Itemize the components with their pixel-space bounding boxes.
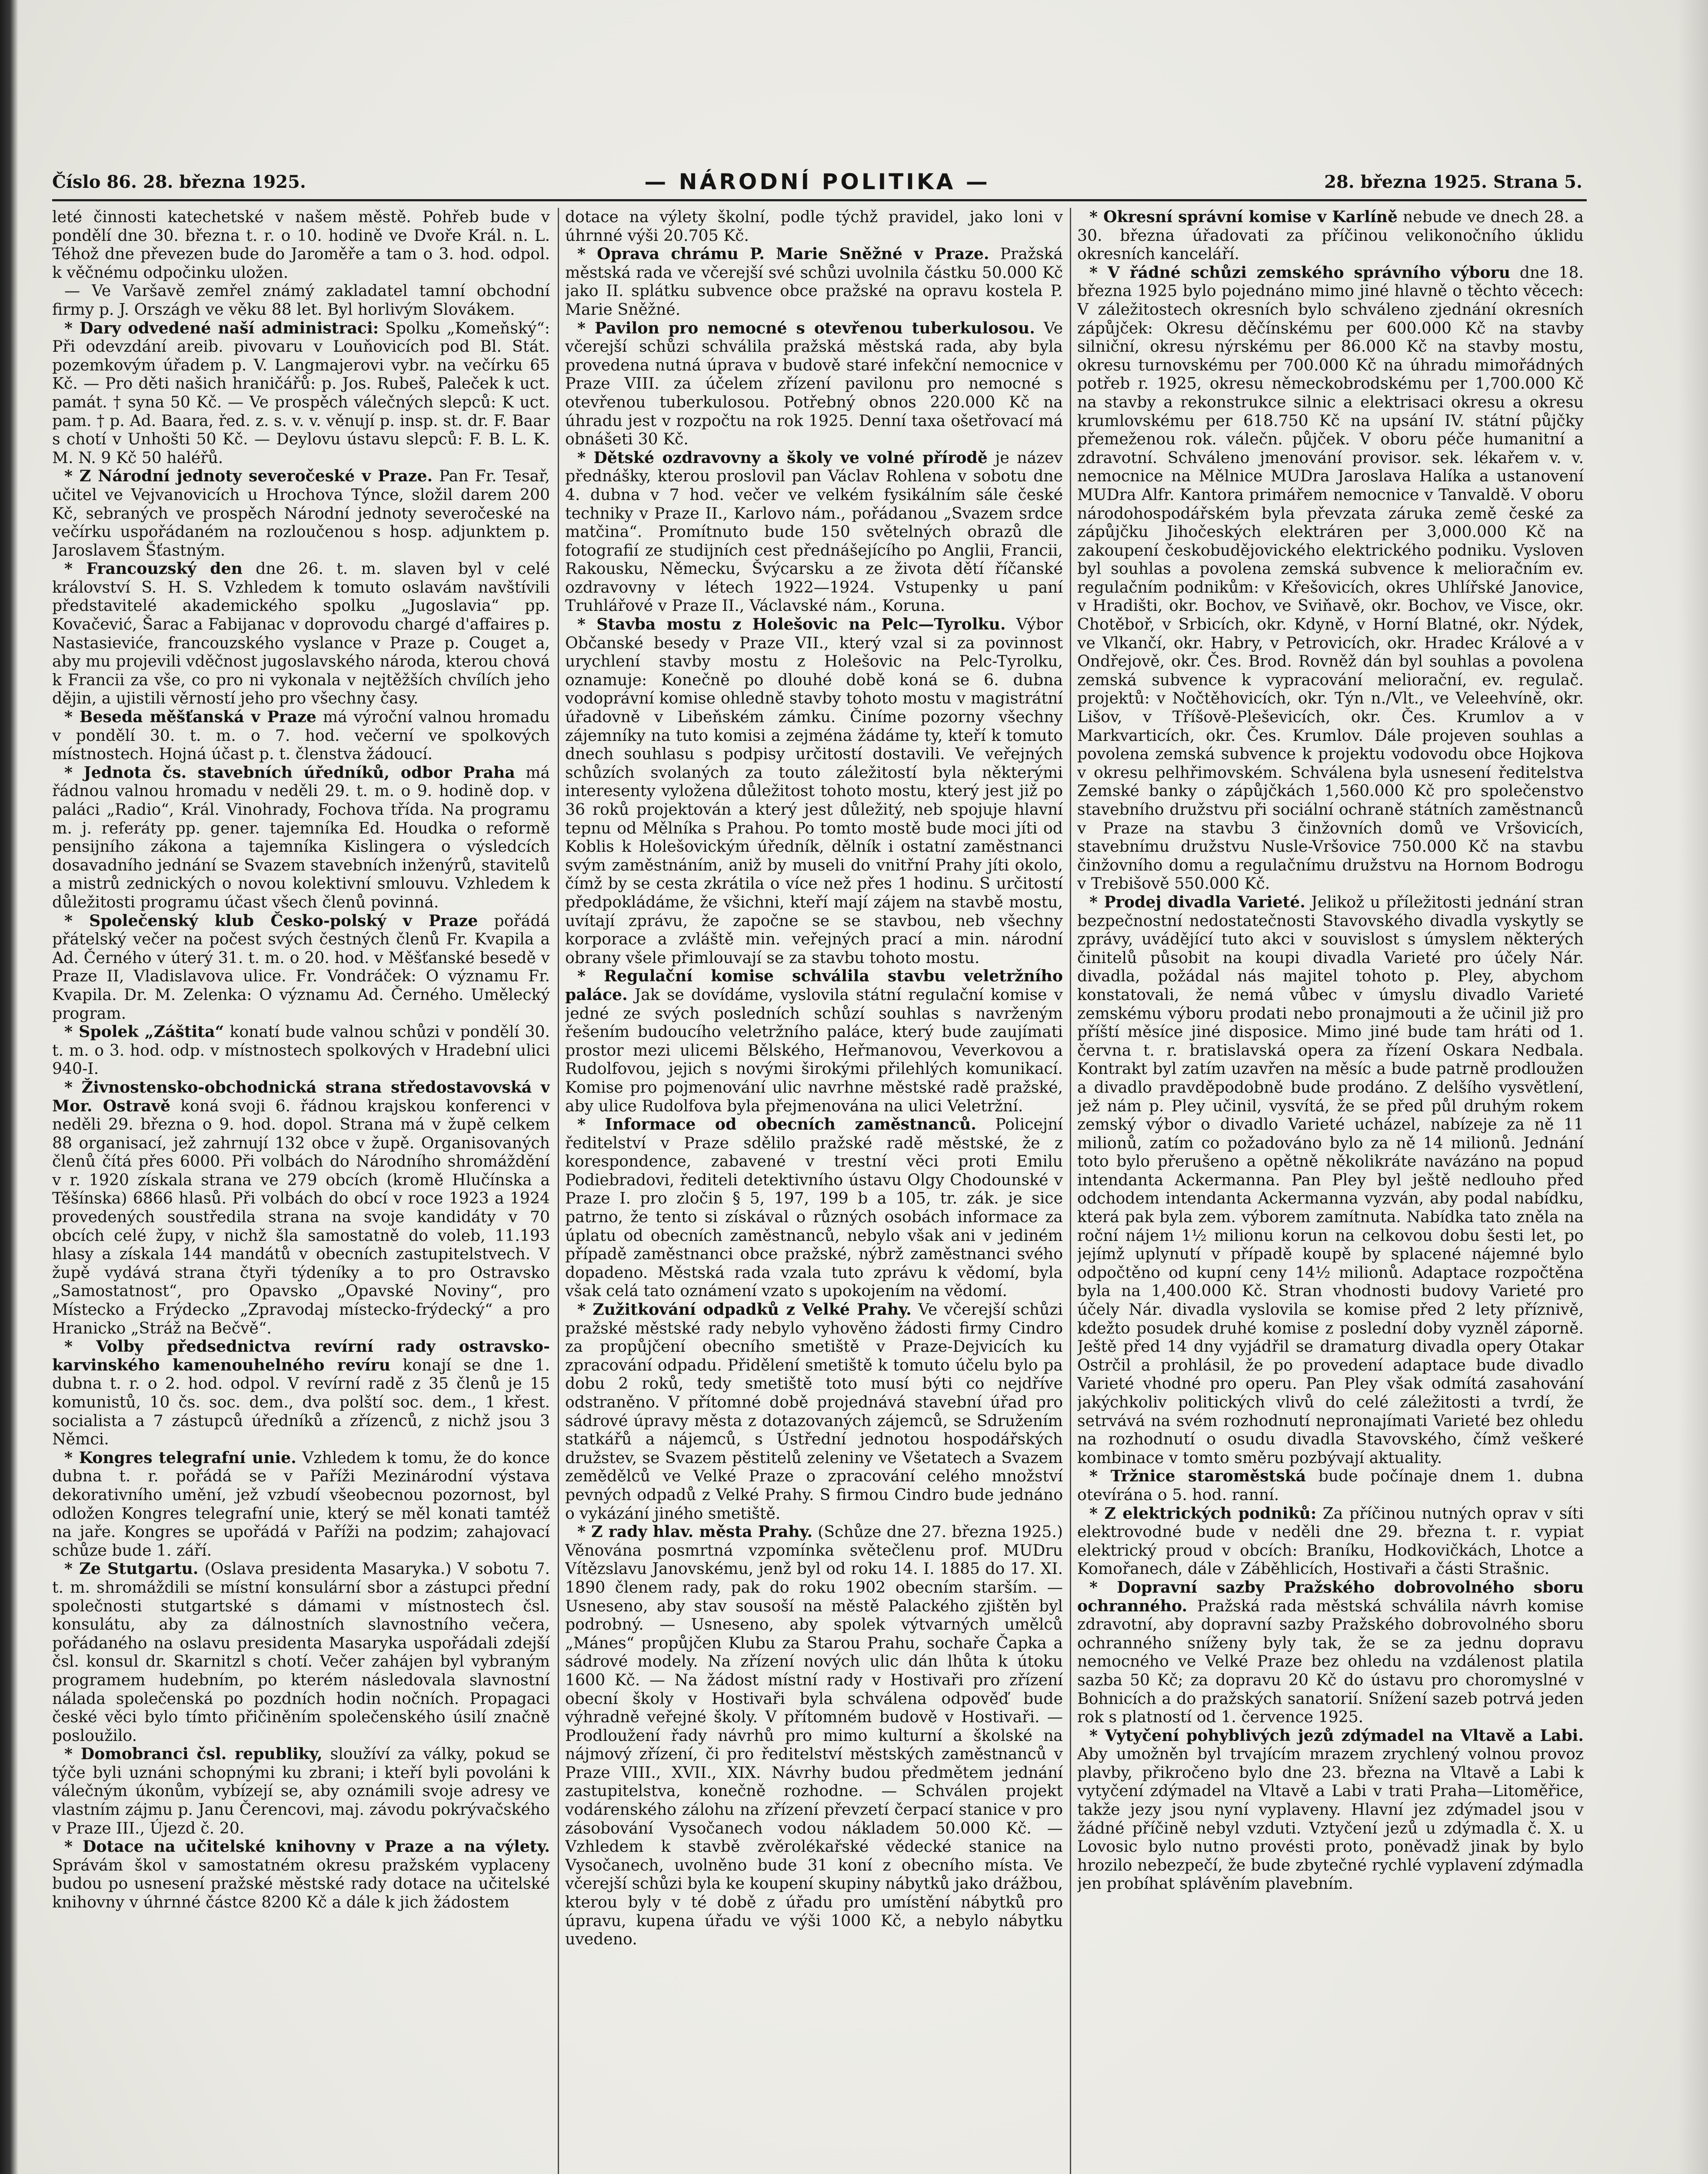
column-2 xyxy=(565,208,1063,2174)
article-text: koná svoji 6. řádnou krajskou konferenci v neděli 29. března o 9. hod. dopol. Strana má v župě celkem 88 organisací, jež zahrnují 132 obce v župě. Organisovaných členů čítá přes 6000. Při volbách do Národního shromáždění v r. 1920 získala strana ve 279 obcích (kromě Hlučínska a Těšínska) 6866 hlasů. Při volbách do obcí v roce 1923 a 1924 provedených soustředila strana na svoje kandidáty v 70 obcích celé župy, v nichž šla samostatně do voleb, 11.193 hlasy a získala 144 mandátů v obecních zastupitelstvech. V župě vydává strana čtyři týdeníky a to pro Ostravsko „Samostatnost“, pro Opavsko „Opavské Noviny“, pro Místecko a Frýdecko „Zpravodaj místecko-frýdecký“ a pro Hranicko „Stráž na Bečvě“. xyxy=(52,1096,550,1337)
article-text: Spolku „Komeňský“: Při odevzdání areib. pivovaru v Louňovicích pod Bl. Stát. pozemkovým úřadem p. V. Langmajerovi vybr. na večírku 65 Kč. — Pro děti našich hraničářů: p. Jos. Rubeš, Paleček k uct. památ. † syna 50 Kč. — Ve prospěch válečných slepců: K uct. pam. † p. Ad. Baara, řed. z. s. v. v. věnují p. insp. st. dr. F. Baar s chotí v Unhošti 50 Kč. — Deylovu ústavu slepců: F. B. L. K. M. N. 9 Kč 50 haléřů. xyxy=(52,318,550,467)
article-heading: * Francouzský den xyxy=(64,559,243,578)
article-text: dne 26. t. m. slaven byl v celé království S. H. S. Vzhledem k tomuto oslavám navštívili představitelé akademického spolku „Jugoslavia“ pp. Kovačević, Šarac a Fabijanac v doprovodu chargé d'affaires p. Nastasieviće, francouzského vyslance v Praze p. Couget a, aby mu projevili vděčnost jugoslavského národa, kterou chová k Francii za vše, co pro ni vykonala v nejtěžších chvílích jeho dějin, a ujistili věrností jeho pro všechny časy. xyxy=(52,559,550,708)
article-paragraph xyxy=(1077,1504,1584,1578)
article-paragraph xyxy=(52,1023,550,1078)
article-text: — Ve Varšavě zemřel známý zakladatel tamní obchodní firmy p. J. Országh ve věku 88 let. Byl horlivým Slovákem. xyxy=(52,281,550,319)
article-text: Aby umožněn byl trvajícím mrazem zrychlený volnou provoz plavby, přikročeno bylo dne 23. března na Vltavě a Labi k vytyčení zdýmadel na Vltavě a Labi v trati Praha—Litoměřice, takže jezy jsou nyní vyplaveny. Hlavní jez zdýmadel jsou v žádné příčině nebyl vzduti. Vztyčení jezů u zdýmadla č. X. u Lovosic bylo nutno provésti proto, poněvadž jinak by bylo hrozilo nebezpečí, že bude zbytečné rychlé vyplavení zdýmadla jen probíhat splávěním plavebním. xyxy=(1077,1744,1584,1893)
article-heading: * Dary odvedené naší administraci: xyxy=(64,318,379,337)
article-text: dotace na výlety školní, podle týchž pravidel, jako loni v úhrnné výši 20.705 Kč. xyxy=(565,208,1063,245)
article-paragraph xyxy=(52,1745,550,1837)
article-heading: * Spolek „Záštita“ xyxy=(64,1022,224,1041)
article-heading: * Dotace na učitelské knihovny v Praze a na výlety. xyxy=(64,1837,550,1856)
article-heading: * Prodej divadla Varieté. xyxy=(1089,892,1305,911)
article-text: Za příčinou nutných oprav v síti elektrovodné bude v neděli dne 29. března t. r. vypiat elektrický proud v obcích: Braníku, Hodkovičkách, Lhotce a Komořanech, dále v Záběhlicích, Hostivaři a části Strašnic. xyxy=(1077,1504,1584,1578)
article-text: má výroční valnou hromadu v pondělí 30. t. m. o 7. hod. večerní ve spolkových místnostech. Hojná účast p. t. členstva žádoucí. xyxy=(52,707,550,764)
issue-number-date: Číslo 86. 28. března 1925. xyxy=(52,172,306,192)
article-paragraph xyxy=(52,1560,550,1745)
article-paragraph xyxy=(52,764,550,912)
article-paragraph xyxy=(565,967,1063,1115)
scan-edge-shadow xyxy=(0,0,18,2174)
article-paragraph xyxy=(52,708,550,764)
article-paragraph xyxy=(52,208,550,282)
article-heading: * Regulační komise schválila stavbu veletržního paláce. xyxy=(565,967,1063,1004)
article-heading: * Jednota čs. stavebních úředníků, odbor Praha xyxy=(64,763,515,782)
article-text: Výbor Občanské besedy v Praze VII., který vzal si za povinnost urychlení stavby mostu z Holešovic na Pelc-Tyrolku, oznamuje: Konečně po dlouhé době koná se 6. dubna vodoprávní komise ohledně stavby tohoto mostu v magistrátní úřadovně v Libeňském zámku. Činíme pozorny všechny zájemníky na tuto komisi a zejména žádáme ty, kteří k tomuto dnech souhlasu s podpisy určitostí dostavili. Ve veřejných schůzích svolaných za touto záležitostí byla některými interesenty vyložena důležitost tohoto mostu, který jest již po 36 roků projektován a který jest důležitý, neb spojuje hlavní tepnu od Mělníka s Prahou. Po tomto mostě bude moci jíti od Koblis k Holešovickým úředník, dělník i ostatní zaměstnanci svým zaměstnáním, aniž by museli do vnitřní Prahy jíti okolo, čímž by se cesta zkrátila o více než přes 1 hodinu. S určitostí předpokládáme, že všichni, kteří mají zájem na stavbě mostu, uvítají zprávu, že započne se se stavbou, neb všechny korporace a zvláště min. veřejných prací a min. národní obrany všele přimlouvají se za stavbu tohoto mostu. xyxy=(565,615,1063,967)
article-heading: * Tržnice staroměstská xyxy=(1089,1467,1306,1486)
article-paragraph xyxy=(52,1078,550,1337)
article-text: nebude ve dnech 28. a 30. března úřadovati za příčinou velikonočního úklidu okresních kanceláří. xyxy=(1077,208,1584,263)
article-heading: * Oprava chrámu P. Marie Sněžné v Praze. xyxy=(577,244,989,263)
article-text: sloužíví za války, pokud se týče byli uznáni schopnými ku zbrani; i kteří byli povoláni k válečným úkonům, vybízejí se, aby oznámili svoje adresy ve vlastním zájmu p. Janu Čerencovi, maj. závodu pokrývačského v Praze III., Újezd č. 20. xyxy=(52,1744,550,1837)
article-text: dne 18. března 1925 bylo pojednáno mimo jiné hlavně o těchto věcech: V záležitostech okresních bylo schváleno zjednání okresních zápůjček: Okresu děčínskému per 600.000 Kč na stavby silniční, okresu nýrskému per 86.000 Kč na stavby mostu, okresu turnovskému per 700.000 Kč na úhradu mimořádných potřeb r. 1925, okresu německobrodskému per 1,700.000 Kč na stavby a rekonstrukce silnic a elektrisaci okresu a okresu krumlovskému per 618.750 Kč na upsání IV. státní půjčky přemeženou rok. válečn. půjček. V oboru péče humanitní a zdravotní. Schváleno jmenování provisor. sek. lékařem v. v. nemocnice na Mělnice MUDra Jaroslava Halíka a ustanovení MUDra Alfr. Kantora primářem nemocnice v Tanvaldě. V oboru národohospodářském byla převzata záruka země české za zápůjčku Jihočeských elektráren per 3,000.000 Kč na zakoupení českobudějovického elektrického podniku. Vysloven byl souhlas a povolena zemská subvence k melioračním ev. regulačním podnikům: v Křešovicích, okres Uhlířské Janovice, v Hradišti, okr. Bochov, ve Sviňavě, okr. Bochov, ve Visce, okr. Chotěboř, v Srbicích, okr. Kdyně, v Horní Blatné, okr. Nýdek, ve Vlkančí, okr. Habry, v Petrovicích, okr. Hradec Králové a v Ondřejově, okr. Čes. Brod. Rovněž dán byl souhlas a povolena zemská subvence k vypracování meliorační, ev. regulač. projektů: v Nočtěhovicích, okr. Týn n./Vlt., ve Veleehvíně, okr. Lišov, v Tříšově-Pleševicích, okr. Čes. Krumlov a v Markvarticích, okr. Čes. Krumlov. Dále projeven souhlas a povolena zemská subvence k projektu vodovodu obce Hojkova v okresu pelhřimovském. Schválena byla usnesení ředitelstva Zemské banky o zápůjčkách 1,560.000 Kč pro společenstvo stavebního družstvu při sociální ochraně státních zaměstnanců v Praze na stavbu 3 činžovních domů ve Vršovicích, stavebnímu družstvu Nusle-Vršovice 750.000 Kč na stavbu činžovního domu a regulačnímu družstvu na Hornom Bodrogu v Trebišově 550.000 Kč. xyxy=(1077,263,1584,893)
article-heading: * Kongres telegrafní unie. xyxy=(64,1448,296,1467)
article-heading: * Dětské ozdravovny a školy ve volné přírodě xyxy=(577,448,988,467)
article-text: Pražská městská rada ve včerejší své schůzi uvolnila částku 50.000 Kč jako II. splátku subvence obce pražské na opravu kostela P. Marie Sněžné. xyxy=(565,244,1063,319)
article-text: Pražská rada městská schválila návrh komise zdravotní, aby dopravní sazby Pražského dobrovolného sboru ochranného sníženy byly tak, že se za jednu dopravu nemocného ve Velké Praze bez ohledu na vzdálenost platila sazba 50 Kč; za dopravu 20 Kč do ústavu pro choromyslné v Bohnicích a do pražských sanatorií. Snížení sazeb potrvá jeden rok s platností od 1. července 1925. xyxy=(1077,1596,1584,1727)
article-text: Policejní ředitelství v Praze sdělilo pražské radě městské, že z korespondence, zabavené v trestní věci proti Emilu Podiebradovi, řediteli detektivního ústavu Olgy Chodounské v Praze I. pro zločin § 5, 197, 199 b a 105, tr. zák. je sice patrno, že tento si získával o různých osobách informace za úplatu od obecních zaměstnanců, nebylo však ani v jediném případě zaměstnanci obce pražské, nýbrž zaměstnanci svého dopadeno. Městská rada vzala tuto zprávu k vědomí, byla však celá tato oznámení vzato s upokojením na vědomí. xyxy=(565,1115,1063,1300)
article-text: bude počínaje dnem 1. dubna otevírána o 5. hod. ranní. xyxy=(1077,1467,1584,1504)
article-paragraph xyxy=(52,1837,550,1911)
article-text: Pan Fr. Tesař, učitel ve Vejvanovicích u Hrochova Týnce, složil darem 200 Kč, sebraných ve prospěch Národní jednoty severočeské na večírku uspořádaném na rozloučenou s hosp. adjunktem p. Jaroslavem Šťastným. xyxy=(52,467,550,560)
article-paragraph xyxy=(52,1449,550,1560)
article-heading: * Společenský klub Česko-polský v Praze xyxy=(64,911,478,930)
article-paragraph xyxy=(1077,208,1584,263)
article-heading: * Vytyčení pohyblivých jezů zdýmadel na Vltavě a Labi. xyxy=(1089,1726,1584,1745)
article-paragraph xyxy=(565,1523,1063,1949)
column-divider xyxy=(1070,208,1071,2174)
article-heading: * Volby předsednictva revírní rady ostravsko-karvinského kamenouhelného revíru xyxy=(52,1337,550,1374)
article-text: Ve včerejší schůzi pražské městské rady nebylo vyhověno žádosti firmy Cindro za propůjčení obecního smetiště v Praze-Dejvicích ku zpracování odpadu. Přidělení smetiště k tomuto účelu bylo pa dobu 2 roků, tedy smetiště toto musí býti co nejdříve odstraněno. V přítomné době projednává stavební úřad pro sádrové úpravy města z dotazovaných zájemců, se Sdružením statkářů a nájemců, s Ústřední jednotou hospodářských družstev, se Svazem pěstitelů zeleniny ve Všetatech a Svazem zemědělců ve Velké Praze o zpracování celého množství pevných odpadů z Velké Prahy. S firmou Cindro bude jednáno o vykázání jiného smetiště. xyxy=(565,1300,1063,1523)
article-heading: * Beseda měšťanská v Praze xyxy=(64,707,316,727)
article-paragraph xyxy=(1077,893,1584,1467)
article-paragraph xyxy=(52,467,550,560)
article-paragraph xyxy=(52,1337,550,1449)
article-paragraph xyxy=(52,912,550,1023)
header-rule xyxy=(52,199,1587,201)
article-heading: * Domobranci čsl. republiky, xyxy=(64,1744,323,1764)
article-heading: * Ze Stutgartu. xyxy=(64,1559,199,1578)
page-header xyxy=(52,169,1582,202)
article-paragraph xyxy=(1077,1467,1584,1504)
article-paragraph xyxy=(1077,263,1584,893)
article-text: Správám škol v samostatném okresu pražském vyplaceny budou po usnesení pražské městské rady dotace na učitelské knihovny v úhrnné částce 8200 Kč a dále k jich žádostem xyxy=(52,1855,550,1912)
column-divider xyxy=(558,208,559,2174)
article-heading: * Pavilon pro nemocné s otevřenou tuberkulosou. xyxy=(577,318,1035,337)
article-paragraph xyxy=(52,319,550,467)
page-number-date: 28. března 1925. Strana 5. xyxy=(1324,172,1582,192)
article-heading: * Z elektrických podniků: xyxy=(1089,1504,1317,1523)
article-paragraph xyxy=(1077,1578,1584,1727)
article-paragraph xyxy=(52,560,550,708)
article-paragraph xyxy=(1077,1727,1584,1893)
article-paragraph xyxy=(52,282,550,319)
article-heading: * Stavba mostu z Holešovic na Pelc—Tyrolku. xyxy=(577,615,1006,634)
article-heading: * Dopravní sazby Pražského dobrovolného sboru ochranného. xyxy=(1077,1577,1584,1615)
column-3 xyxy=(1077,208,1584,2174)
article-paragraph xyxy=(565,245,1063,319)
article-text: konají se dne 1. dubna t. r. o 2. hod. odpol. V revírní radě z 35 členů je 15 komunistů, 10 čs. soc. dem., dva polští soc. dem., 1 křest. socialista a 7 zástupců úředníků a zřízenců, z nichž jsou 3 Němci. xyxy=(52,1355,550,1449)
newspaper-title: — NÁRODNÍ POLITIKA — xyxy=(644,169,990,194)
article-heading: * Informace od obecních zaměstnanců. xyxy=(577,1115,976,1134)
scan-edge-right xyxy=(1678,0,1708,2174)
article-text: má řádnou valnou hromadu v neděli 29. t. m. o 9. hodině dop. v paláci „Radio“, Král. Vinohrady, Fochova třída. Na programu m. j. referáty pp. gener. tajemníka Ed. Houdka o reformě pensijního zákona a tajemníka Kislingera o výsledcích dosavadního jednání se Svazem stavebních inženýrů, stavitelů a mistrů zednických o novou kolektivní smlouvu. Vzhledem k důležitosti programu účast všech členů povinná. xyxy=(52,763,550,911)
article-heading: * V řádné schůzi zemského správního výboru xyxy=(1089,263,1511,282)
article-text: (Oslava presidenta Masaryka.) V sobotu 7. t. m. shromáždili se místní konsulární sbor a zástupci přední společnosti stutgartské s dámami v místnostech čsl. konsulátu, aby za dálnostních slavnostního večera, pořádaného na oslavu presidenta Masaryka uspořádali zdejší čsl. konsul dr. Skarnitzl s chotí. Večer zahájen byl vybraným programem hudebním, po kterém následovala slavnostní nálada společenská po pozdních hodin nočních. Propagaci české věci bylo tímto přičiněním společenského úsilí značně posloužilo. xyxy=(52,1559,550,1745)
article-heading: * Z Národní jednoty severočeské v Praze. xyxy=(64,467,433,486)
article-paragraph xyxy=(565,208,1063,245)
article-paragraph xyxy=(565,615,1063,967)
article-text: Ve včerejší schůzi schválila pražská městská rada, aby byla provedena nutná úprava v budově staré infekční nemocnice v Praze VIII. za účelem zřízení pavilonu pro nemocné s otevřenou tuberkulosou. Potřebný obnos 220.000 Kč na úhradu jest v rozpočtu na rok 1925. Denní taxa ošetřovací má obnášeti 30 Kč. xyxy=(565,318,1063,449)
article-heading: * Z rady hlav. města Prahy. xyxy=(577,1522,813,1541)
article-heading: * Okresní správní komise v Karlíně xyxy=(1089,208,1398,226)
article-paragraph xyxy=(565,319,1063,449)
article-paragraph xyxy=(565,1300,1063,1523)
article-text: konatí bude valnou schůzi v pondělí 30. t. m. o 3. hod. odp. v místnostech spolkových v Hradební ulici 940-I. xyxy=(52,1022,550,1078)
article-text: Jelikož u příležitosti jednání stran bezpečnostní nedostatečnosti Stavovského divadla vyskytly se zprávy, uvádějící tuto akci v souvislost s úmyslem některých činitelů působit na koupi divadla Varieté pro účely Nár. divadla, požádal nás majitel tohoto p. Pley, abychom konstatovali, že nemá vůbec v úmyslu divadlo Varieté zemskému výboru prodati nebo pronajmouti a že učinil již pro příští měsíce jiné disposice. Mimo jiné bude tam hráti od 1. června t. r. bratislavská opera za řízení Oskara Nedbala. Kontrakt byl zatím uzavřen na měsíc a bude patrně prodloužen a divadlo pravděpodobně bude prodáno. Z delšího vysvětlení, jež nám p. Pley učinil, vysvítá, že se před půl druhým rokem zemský výbor o divadlo Varieté ucházel, nabízeje za ně 11 milionů, zatím co požadováno bylo za ně 14 milionů. Jednání toto bylo přerušeno a opětně několikráte navázáno na popud intendanta Ackermanna. Pan Pley byl ještě nedlouho před odchodem intendanta Ackermanna vyzván, aby podal nabídku, která pak byla zem. výborem zamítnuta. Nabídka tato zněla na roční nájem 1½ milionu korun na celkovou dobu šesti let, po jejímž uplynutí v případě koupě by splacené nájemné bylo odpočtěno od kupní ceny 14½ milionů. Adaptace rozpočtěna byla na 1,400.000 Kč. Stran vhodnosti budovy Varieté pro účely Nár. divadla vyslovila se komise před 2 lety příznivě, kdežto posudek druhé komise z poslední doby vyzněl záporně. Ještě před 14 dny vyjádřil se dramaturg divadla opery Otakar Ostrčil a prohlásil, že po provedení adaptace bude divadlo Varieté vhodné pro operu. Pan Pley však odmítá zasahování jakýchkoliv politických vlivů do celé záležitosti a tvrdí, že setrvává na svém rozhodnutí nepronajímati Varieté bez ohledu na rozhodnutí o osudu divadla Stavovského, čímž veškeré kombinace v tomto směru pozbývají aktuality. xyxy=(1077,892,1584,1467)
article-heading: * Živnostensko-obchodnická strana středostavovská v Mor. Ostravě xyxy=(52,1077,550,1115)
article-heading: * Zužitkování odpadků z Velké Prahy. xyxy=(577,1300,912,1319)
article-text: pořádá přátelský večer na počest svých čestných členů Fr. Kvapila a Ad. Černého v úterý 31. t. m. o 20. hod. v Měšťanské besedě v Praze II, Vladislavova ulice. Fr. Vondráček: O významu Fr. Kvapila. Dr. M. Zelenka: O významu Ad. Černého. Umělecký program. xyxy=(52,911,550,1023)
article-paragraph xyxy=(565,1115,1063,1300)
article-paragraph xyxy=(565,449,1063,615)
article-text: je název přednášky, kterou proslovil pan Václav Rohlena v sobotu dne 4. dubna v 7 hod. večer ve velkém fysikálním sále české techniky v Praze II., Karlovo nám., pořádanou „Svazem srdce matčina“. Promítnuto bude 150 světelných obrazů dle fotografií ze studijních cest přednášejícího po Anglii, Francii, Rakousku, Německu, Švýcarsku a ze života dětí říčanské ozdravovny v létech 1922—1924. Vstupenky u paní Truhlářové v Praze II., Václavské nám., Koruna. xyxy=(565,448,1063,615)
article-text: leté činnosti katechetské v našem městě. Pohřeb bude v pondělí dne 30. března t. r. o 10. hodině ve Dvoře Král. n. L. Téhož dne převezen bude do Jaroměře a tam o 3. hod. odpol. k věčnému odpočinku uložen. xyxy=(52,208,550,282)
article-text: (Schůze dne 27. března 1925.) Věnována posmrtná vzpomínka světečlenu prof. MUDru Vítězslavu Janovskému, jenž byl od roku 14. I. 1885 do 17. XI. 1890 členem rady, pak do roku 1902 obecním starším. — Usneseno, aby stav sousoší na městě Palackého zjištěn byl podrobný. — Usneseno, aby spolek výtvarných umělců „Mánes“ propůjčen Klubu za Starou Prahu, sochaře Čapka a sádrové modely. Na zřízení nových ulic dán lhůta k útoku 1600 Kč. — Na žádost místní rady v Hostivaři pro zřízení obecní školy v Hostivaři byla schválena odpověď bude výhradně veřejné školy. V přítomném budově v Hostivaři. — Prodloužení řady návrhů pro mimo kulturní a školské na nájmový zřízení, či pro ředitelství městských zaměstnanců v Praze VIII., XVII., XIX. Návrhy budou předmětem jednání zastupitelstva, konečně rozhodne. — Schválen projekt vodárenského zálohu na zřízení převzetí čerpací stanice v pro zásobování Vysočanech vodou nákladem 50.000 Kč. — Vzhledem k stavbě zvěrolékařské vědecké stanice na Vysočanech, uvolněno bude 31 koní z obecního místa. Ve včerejší schůzi byla ke koupení skupiny nábytků jako drážbou, kterou byly v té době z úřadu pro umístění nábytků pro úpravu, kupena úřadu ve výši 1000 Kč, a nebylo nábytku uvedeno. xyxy=(565,1522,1063,1949)
article-text: Jak se dovídáme, vyslovila státní regulační komise v jedné ze svých posledních schůzí souhlas s navrženým řešením budoucího veletržního paláce, který bude zaujímati prostor mezi ulicemi Bělského, Heřmanovou, Veverkovou a Rudolfovou, jejich s novými širokými přilehlých komunikací. Komise pro pojmenování ulic navrhne městské radě pražské, aby ulice Rudolfova byla přejmenována na ulici Veletržní. xyxy=(565,985,1063,1115)
article-text: Vzhledem k tomu, že do konce dubna t. r. pořádá se v Paříži Mezinárodní výstava dekorativního umění, jež vzbudí všeobecnou pozornost, byl odložen Kongres telegrafní unie, který se měl konati tamtéž na jaře. Kongres se upořádá v Paříži na podzim; zahajovací schůze bude 1. září. xyxy=(52,1448,550,1560)
column-1 xyxy=(52,208,550,2174)
